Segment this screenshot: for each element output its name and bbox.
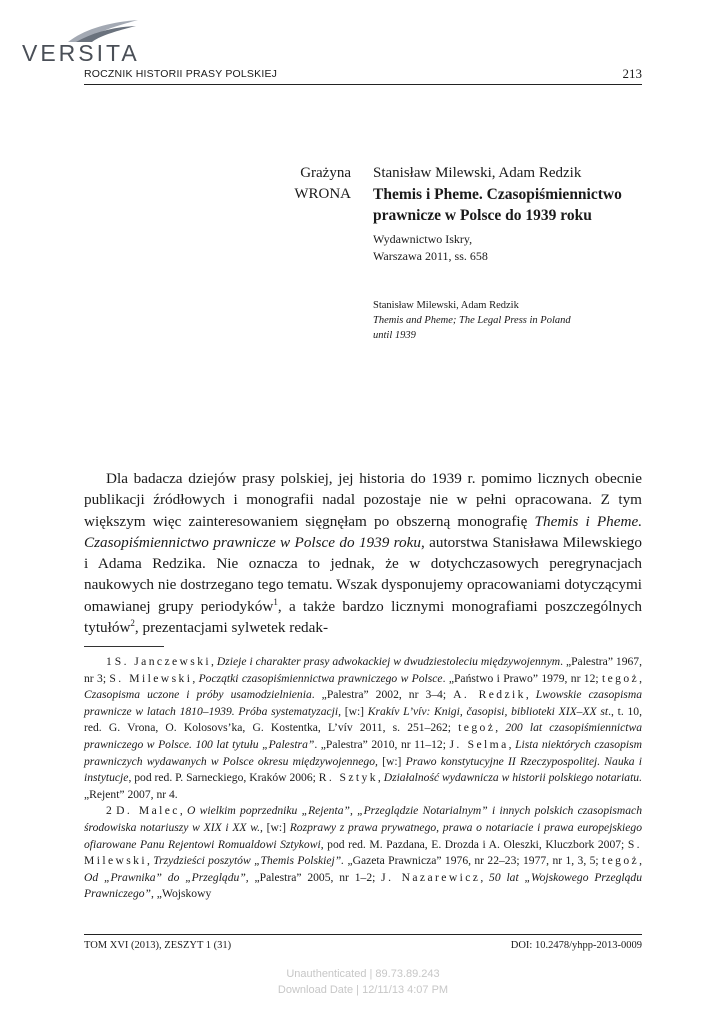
en-title-line: until 1939 bbox=[373, 330, 416, 341]
footnotes bbox=[84, 654, 642, 903]
watermark-line: Download Date | 12/11/13 4:07 PM bbox=[277, 984, 449, 996]
footnote-text: ., t. 10, red. G. Vrona, O. Kolosovs’ka, G. Kostentka, L’vív 2011, s. 251–262; bbox=[84, 704, 642, 735]
cited-author: tegoż bbox=[601, 854, 640, 868]
cited-author: tegoż bbox=[601, 671, 640, 685]
cited-author: tegoż bbox=[458, 721, 496, 735]
footnote-text: , bbox=[508, 737, 516, 751]
cited-author: J. Selma bbox=[449, 737, 509, 751]
footnote-text: , bbox=[480, 870, 490, 884]
en-title-line: Themis and Pheme; The Legal Press in Poland bbox=[373, 315, 571, 326]
en-title bbox=[373, 313, 663, 343]
cited-author: S. Milewski bbox=[109, 671, 193, 685]
footnote-text: 2 bbox=[106, 804, 112, 818]
footnote-separator bbox=[84, 646, 164, 647]
footnote-2 bbox=[84, 803, 642, 903]
book-title bbox=[373, 184, 663, 226]
footnote-text: , „Wojskowy bbox=[151, 887, 212, 901]
reviewed-book bbox=[373, 163, 663, 265]
book-title-line: prawnicze w Polsce do 1939 roku bbox=[373, 207, 592, 224]
download-watermark bbox=[0, 966, 726, 998]
cited-author: D. Malec bbox=[116, 804, 180, 818]
book-place-year-pages: Warszawa 2011, ss. 658 bbox=[373, 249, 488, 263]
footnote-text: „Palestra” 2005, nr 1–2; bbox=[248, 870, 382, 884]
cited-title: Lwowskie czasopisma prawnicze w latach 1810–1939. Próba systematyzacji, bbox=[84, 688, 642, 718]
english-citation bbox=[373, 298, 663, 343]
book-publisher: Wydawnictwo Iskry, bbox=[373, 232, 473, 246]
cited-author: S. Milewski bbox=[84, 837, 642, 868]
cited-author: J. Nazarewicz bbox=[381, 870, 481, 884]
reviewer-name bbox=[294, 163, 351, 205]
running-header-journal: ROCZNIK HISTORII PRASY POLSKIEJ bbox=[84, 68, 278, 80]
footnote-text: , bbox=[179, 804, 188, 818]
cited-title: 50 lat „Wojskowego Przeglądu Prawniczego” bbox=[84, 870, 643, 901]
book-publication-info bbox=[373, 231, 663, 265]
cited-title: O wielkim poprzedniku „Rejenta”, „Przeglądzie Notarialnym” i innych polskich czasopismach środowiska notariuszy w XIX i XX w., bbox=[84, 804, 642, 834]
header-rule bbox=[84, 84, 642, 85]
footnote-text: „Gazeta Prawnicza” 1976, nr 22–23; 1977, nr 1, 3, 5; bbox=[344, 854, 602, 868]
footnote-text: , bbox=[639, 671, 642, 685]
footnote-ref[interactable]: 2 bbox=[130, 618, 135, 629]
text-run: , a także bardzo licznymi monografiami poszczególnych tytułów bbox=[84, 597, 642, 637]
footnote-text: , bbox=[147, 854, 154, 868]
text-run: , autorstwa Stanisława Milewskiego i Adama Redzika. Nie oznacza to jednak, że w dotychczasowych peregrynacjach naukowych nie dostrzegano tego tematu. Wszak dysponujemy opracowaniami dotyczącymi omawianej grupy periodyków bbox=[84, 533, 642, 615]
footer-rule bbox=[84, 934, 642, 935]
cited-title: Początki czasopiśmiennictwa prawniczego w Polsce bbox=[198, 671, 443, 685]
cited-author: A. Redzik bbox=[453, 688, 526, 702]
footnote-text: 1 bbox=[106, 655, 112, 668]
footnote-1 bbox=[84, 654, 642, 803]
page-number: 213 bbox=[622, 66, 642, 81]
en-authors: Stanisław Milewski, Adam Redzik bbox=[373, 300, 519, 311]
footnote-text: [w:] bbox=[262, 820, 290, 834]
body-text bbox=[84, 468, 642, 638]
cited-author: R. Sztyk bbox=[318, 771, 378, 785]
cited-title: 200 lat czasopiśmiennictwa prawniczego w Polsce. 100 lat tytułu „Palestra” bbox=[84, 721, 643, 751]
reviewer-first-name: Grażyna bbox=[300, 165, 351, 181]
footnote-text: , bbox=[377, 771, 384, 785]
footnote-text: [w:] bbox=[340, 704, 368, 718]
footnote-text: , pod red. M. Pazdana, E. Drozda i A. Oleszki, Kluczbork 2007; bbox=[320, 837, 628, 851]
text-run: , prezentacjami sylwetek redak- bbox=[134, 619, 329, 637]
footnote-text: . „Palestra” 2010, nr 11–12; bbox=[314, 737, 450, 751]
cited-author: S. Janczewski bbox=[114, 655, 212, 668]
book-title-italic: Themis i Pheme. Czasopiśmiennictwo prawnicze w Polsce do 1939 roku bbox=[84, 512, 643, 551]
footnote-ref[interactable]: 1 bbox=[273, 596, 278, 607]
footnote-text: . „Państwo i Prawo” 1979, nr 12; bbox=[442, 671, 602, 685]
volume-info: TOM XVI (2013), ZESZYT 1 (31) bbox=[84, 940, 232, 951]
book-authors: Stanisław Milewski, Adam Redzik bbox=[373, 165, 582, 181]
footnote-text: , pod red. P. Sarneckiego, Kraków 2006; bbox=[128, 771, 319, 785]
paragraph bbox=[84, 468, 642, 638]
cited-title: Dzieje i charakter prasy adwokackiej w dwudziestoleciu międzywojennym bbox=[216, 655, 561, 668]
footnote-text: , bbox=[495, 721, 506, 735]
footnote-text: , bbox=[639, 854, 642, 868]
footnote-text: „Rejent” 2007, nr 4. bbox=[84, 787, 178, 801]
publisher-logo: VERSITA bbox=[22, 40, 140, 66]
cited-title: Prawo konstytucyjne II Rzeczypospolitej. Nauka i instytucje bbox=[84, 754, 642, 785]
cited-title: Działalność wydawnicza w historii polskiego notariatu. bbox=[383, 771, 643, 785]
watermark-line: Unauthenticated | 89.73.89.243 bbox=[286, 968, 440, 980]
text-run: Dla badacza dziejów prasy polskiej, jej historia do 1939 r. pomimo licznych obecnie publikacji źródłowych i monografii nadal pozostaje nie w pełni opracowana. Z tym większym więc zainteresowaniem sięgnęłam po obszerną monografię bbox=[84, 470, 642, 530]
cited-title: Od „Prawnika” do „Przeglądu”, bbox=[84, 870, 249, 884]
reviewer-last-name: WRONA bbox=[294, 186, 351, 202]
cited-title: Krakív L’vív: Knigi, časopisi, biblioteki XIX–XX st bbox=[367, 704, 609, 718]
cited-title: Trzydzieści poszytów „Themis Polskiej”. bbox=[153, 854, 345, 868]
book-title-line: Themis i Pheme. Czasopiśmiennictwo bbox=[373, 186, 622, 203]
footnote-text: , bbox=[525, 688, 536, 702]
footnote-text: , bbox=[192, 671, 199, 685]
cited-title: Rozprawy z prawa prywatnego, prawa o notariacie i prawa europejskiego ofiarowane Panu Rejentowi Romualdowi Sztykowi bbox=[84, 820, 643, 851]
cited-title: Czasopisma uczone i próby usamodzielnienia bbox=[84, 688, 312, 702]
doi[interactable]: DOI: 10.2478/yhpp-2013-0009 bbox=[510, 940, 642, 951]
footnote-text: [w:] bbox=[377, 754, 406, 768]
footnote-text: , bbox=[211, 655, 217, 668]
cited-title: Lista niektórych czasopism prawniczych wydawanych w Polsce okresu międzywojennego, bbox=[84, 737, 642, 768]
footnote-text: . „Palestra” 2002, nr 3–4; bbox=[311, 688, 454, 702]
footnote-text: . „Palestra” 1967, nr 3; bbox=[84, 655, 642, 685]
